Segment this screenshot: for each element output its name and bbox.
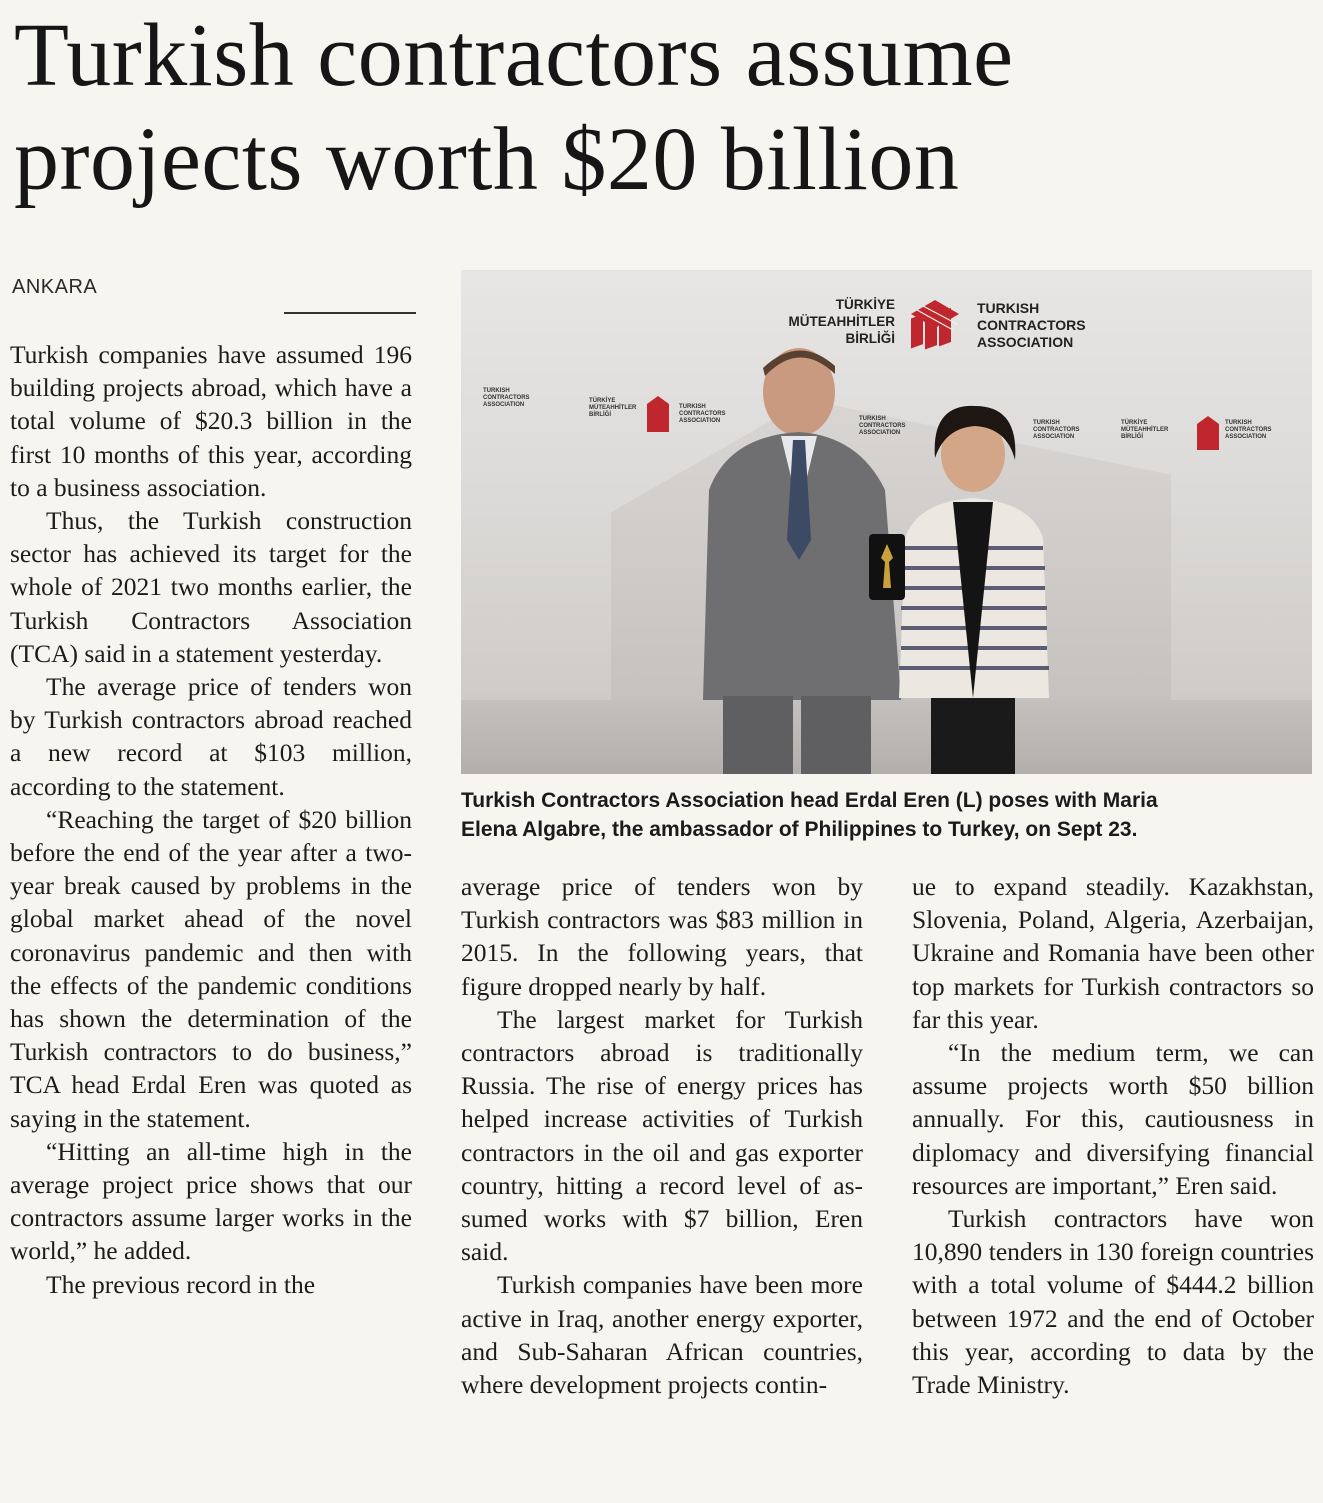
backdrop-logo-mark-icon bbox=[647, 396, 669, 432]
photo-caption bbox=[461, 786, 1321, 844]
paragraph: The average price of tenders won by Turkish contractors abroad reached a new record at $103 million, according to the statement. bbox=[10, 672, 412, 801]
backdrop-logo-small: TURKISH CONTRACTORS ASSOCIATION bbox=[483, 388, 530, 408]
logo-english-text: TURKISH CONTRACTORS ASSOCIATION bbox=[977, 300, 1086, 350]
paragraph: “Reaching the target of $20 billion before the end of the year after a two-year break caused by problems in the global market ahead of the novel coronavirus pandemic and then with the effects of the pandemic conditions has shown the determination of the Turkish contractors to do business,” TCA head Erdal Eren was quoted as saying in the statement. bbox=[10, 804, 412, 1133]
article-column-1 bbox=[10, 338, 412, 1301]
paragraph: Turkish companies have been more active in Iraq, another energy exporter, and Sub-Saharan African countries, where development projects contin- bbox=[461, 1270, 863, 1400]
paragraph: ue to expand steadily. Kazakhstan, Slovenia, Poland, Algeria, Azerbaijan, Ukraine and Romania have been other top markets for Turkish contractors so far this year. bbox=[912, 872, 1314, 1034]
woman-figure bbox=[891, 398, 1061, 774]
paragraph: “Hitting an all-time high in the average project price shows that our contractors assume larger works in the world,” he added. bbox=[10, 1136, 412, 1266]
news-photo bbox=[461, 270, 1312, 774]
paragraph: Turkish companies have assumed 196 building projects abroad, which have a total volume of $20.3 billion in the first 10 months of this year, according to a business association. bbox=[10, 340, 412, 502]
paragraph: The previous record in the bbox=[46, 1269, 316, 1299]
backdrop-logo-small: TÜRKİYE MÜTEAHHİTLER BİRLİĞİ bbox=[1121, 420, 1169, 440]
backdrop-logo-small: TÜRKİYE MÜTEAHHİTLER BİRLİĞİ bbox=[589, 398, 637, 418]
article-column-2 bbox=[461, 870, 863, 1401]
dateline: ANKARA bbox=[12, 276, 98, 298]
gift-box-icon bbox=[865, 532, 909, 602]
logo-turkish-text: TÜRKİYE MÜTEAHHİTLER BİRLİĞİ bbox=[788, 297, 895, 346]
paragraph: average price of tenders won by Turkish contractors was $83 million in 2015. In the following years, that figure dropped nearly by half. bbox=[461, 872, 863, 1001]
paragraph: Thus, the Turkish construction sector has achieved its target for the whole of 2021 two months earlier, the Turkish Contractors Association (TCA) said in a statement yesterday. bbox=[10, 506, 412, 668]
headline-line-2: projects worth $20 billion bbox=[14, 110, 960, 209]
backdrop-logo-small: TURKISH CONTRACTORS ASSOCIATION bbox=[1225, 420, 1272, 440]
caption-line-1: Turkish Contractors Association head Erdal Eren (L) poses with Maria bbox=[461, 789, 1158, 812]
backdrop-logo-small: TURKISH CONTRACTORS ASSOCIATION bbox=[679, 404, 726, 424]
backdrop-logo-mark-icon bbox=[1197, 416, 1219, 450]
headline bbox=[14, 4, 1314, 212]
paragraph: Turkish contractors have won 10,890 tenders in 130 foreign countries with a total volume of $444.2 billion between 1972 and the end of October this year, according to data by the Trade Ministry. bbox=[912, 1204, 1314, 1400]
caption-line-2: Elena Algabre, the ambassador of Philippines to Turkey, on Sept 23. bbox=[461, 818, 1138, 841]
paragraph: “In the medium term, we can assume projects worth $50 billion annually. For this, cautiousness in diplomacy and diversifying financial resources are important,” Eren said. bbox=[912, 1038, 1314, 1200]
headline-line-1: Turkish contractors assume bbox=[14, 6, 1014, 105]
paragraph: The largest market for Turkish contractors abroad is traditionally Russia. The rise of energy prices has helped increase activities of Turkish contractors in the oil and gas exporter country, hitting a record level of assumed works with $7 billion, Eren said. bbox=[461, 1004, 863, 1267]
article-column-3 bbox=[912, 870, 1314, 1401]
dateline-rule bbox=[284, 312, 416, 314]
backdrop-logo-small: TURKISH CONTRACTORS ASSOCIATION bbox=[859, 416, 906, 436]
backdrop-logo-small: TURKISH CONTRACTORS ASSOCIATION bbox=[1033, 420, 1080, 440]
